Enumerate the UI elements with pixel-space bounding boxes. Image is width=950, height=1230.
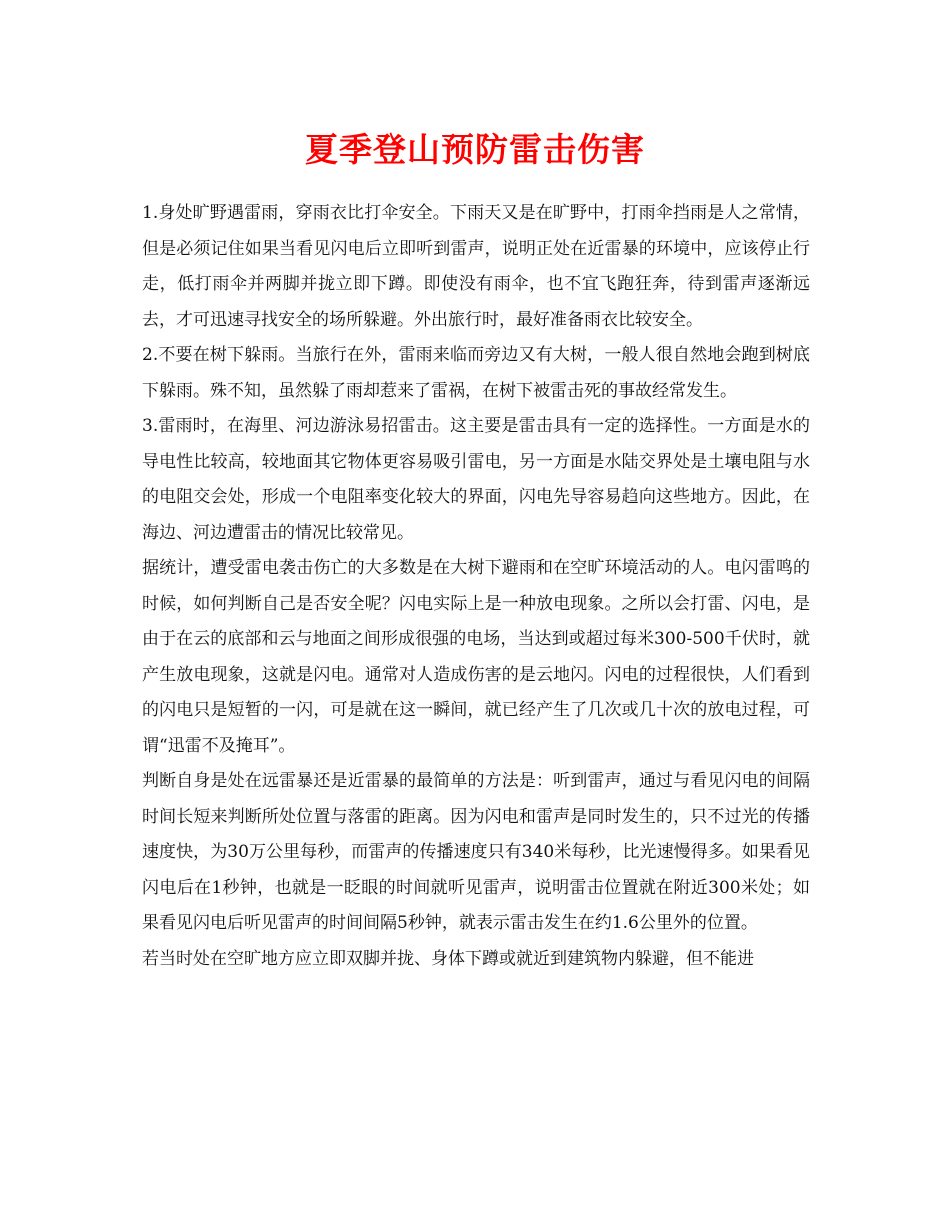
paragraph-4: 据统计，遭受雷电袭击伤亡的大多数是在大树下避雨和在空旷环境活动的人。电闪雷鸣的时候，如何判断自己是否安全呢？闪电实际上是一种放电现象。之所以会打雷、闪电，是由于在云的底部和云与地面之间形成很强的电场，当达到或超过每米300-500千伏时，就产生放电现象，这就是闪电。通常对人造成伤害的是云地闪。闪电的过程很快，人们看到的闪电只是短暂的一闪，可是就在这一瞬间，就已经产生了几次或几十次的放电过程，可谓“迅雷不及掩耳”。 xyxy=(142,558,810,756)
page-title: 夏季登山预防雷击伤害 xyxy=(305,130,645,169)
paragraph-6: 若当时处在空旷地方应立即双脚并拢、身体下蹲或就近到建筑物内躲避，但不能进 xyxy=(142,948,754,969)
document-body xyxy=(142,196,810,977)
paragraph-5: 判断自身是处在远雷暴还是近雷暴的最简单的方法是：听到雷声，通过与看见闪电的间隔时间长短来判断所处位置与落雷的距离。因为闪电和雷声是同时发生的，只不过光的传播速度快，为30万公里每秒，而雷声的传播速度只有340米每秒，比光速慢得多。如果看见闪电后在1秒钟，也就是一眨眼的时间就听见雷声，说明雷击位置就在附近300米处；如果看见闪电后听见雷声的时间间隔5秒钟，就表示雷击发生在约1.6公里外的位置。 xyxy=(142,771,810,933)
paragraph-1: 1.身处旷野遇雷雨，穿雨衣比打伞安全。下雨天又是在旷野中，打雨伞挡雨是人之常情，但是必须记住如果当看见闪电后立即听到雷声，说明正处在近雷暴的环境中，应该停止行走，低打雨伞并两脚并拢立即下蹲。即使没有雨伞，也不宜飞跑狂奔，待到雷声逐渐远去，才可迅速寻找安全的场所躲避。外出旅行时，最好准备雨衣比较安全。 xyxy=(142,203,810,330)
paragraph-3: 3.雷雨时，在海里、河边游泳易招雷击。这主要是雷击具有一定的选择性。一方面是水的导电性比较高，较地面其它物体更容易吸引雷电，另一方面是水陆交界处是土壤电阻与水的电阻交会处，形成一个电阻率变化较大的界面，闪电先导容易趋向这些地方。因此，在海边、河边遭雷击的情况比较常见。 xyxy=(142,416,810,543)
paragraph-2: 2.不要在树下躲雨。当旅行在外，雷雨来临而旁边又有大树，一般人很自然地会跑到树底下躲雨。殊不知，虽然躲了雨却惹来了雷祸，在树下被雷击死的事故经常发生。 xyxy=(142,345,810,401)
